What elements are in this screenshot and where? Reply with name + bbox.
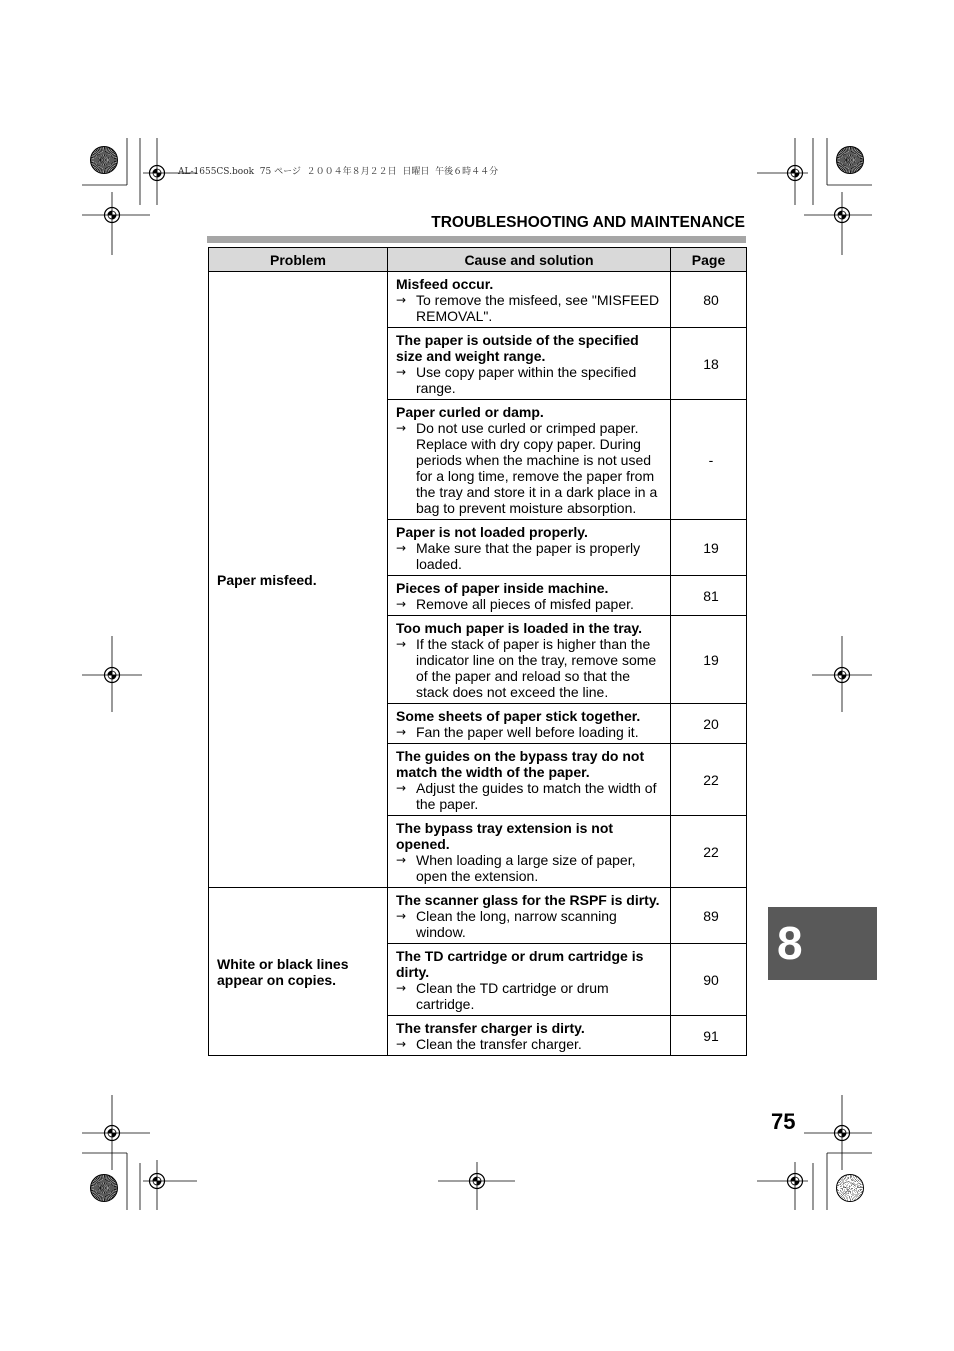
arrow-icon: → [396, 725, 407, 739]
page-reference: 81 [671, 576, 747, 616]
column-header-cause: Cause and solution [388, 248, 671, 272]
cause-title: Paper is not loaded properly. [396, 524, 588, 540]
cause-title: Pieces of paper inside machine. [396, 580, 609, 596]
registration-mark [143, 1160, 197, 1210]
page-reference: 20 [671, 704, 747, 744]
page-reference: 90 [671, 944, 747, 1016]
arrow-icon: → [396, 365, 407, 379]
page-reference: 89 [671, 888, 747, 944]
cause-title: The paper is outside of the specified size and weight range. [396, 332, 639, 364]
cause-solution-cell [388, 576, 671, 616]
cause-title: The scanner glass for the RSPF is dirty. [396, 892, 660, 908]
page-reference: 19 [671, 520, 747, 576]
registration-mark [82, 636, 142, 712]
table-row [209, 272, 747, 328]
registration-mark [757, 1162, 808, 1210]
page-number: 75 [771, 1109, 796, 1134]
title-rule [207, 236, 746, 243]
troubleshooting-table [208, 247, 747, 1056]
registration-sunburst-icon [90, 1174, 118, 1202]
registration-sunburst-icon [836, 146, 864, 174]
cause-solution-cell [388, 520, 671, 576]
solution-text: When loading a large size of paper, open the extension. [416, 852, 636, 884]
solution [396, 364, 667, 396]
cause-solution-cell [388, 328, 671, 400]
solution-text: To remove the misfeed, see "MISFEED REMOVAL". [416, 292, 660, 324]
solution-text: Adjust the guides to match the width of the paper. [416, 780, 657, 812]
cause-solution-cell [388, 704, 671, 744]
arrow-icon: → [396, 597, 407, 611]
arrow-icon: → [396, 637, 407, 651]
print-slug: AL-1655CS.book 75 ページ ２００４年８月２２日 日曜日 午後６時４４分 [178, 167, 499, 177]
cause-solution-cell [388, 616, 671, 704]
chapter-tab: 8 [768, 907, 877, 980]
section-title: TROUBLESHOOTING AND MAINTENANCE [431, 214, 745, 231]
solution-text: Clean the long, narrow scanning window. [416, 908, 617, 940]
cause-solution-cell [388, 1016, 671, 1056]
registration-mark [438, 1162, 515, 1210]
page-reference: - [671, 400, 747, 520]
cause-solution-cell [388, 272, 671, 328]
solution [396, 636, 667, 700]
solution [396, 540, 667, 572]
page-reference: 80 [671, 272, 747, 328]
solution [396, 980, 667, 1012]
page-reference: 22 [671, 744, 747, 816]
solution [396, 724, 667, 740]
problem-cell: Paper misfeed. [209, 272, 388, 888]
registration-mark [757, 138, 808, 205]
arrow-icon: → [396, 293, 407, 307]
column-header-problem: Problem [209, 248, 388, 272]
solution [396, 292, 667, 324]
cause-solution-cell [388, 944, 671, 1016]
solution-text: Clean the TD cartridge or drum cartridge. [416, 980, 609, 1012]
solution [396, 852, 667, 884]
cause-title: The TD cartridge or drum cartridge is dirty. [396, 948, 644, 980]
arrow-icon: → [396, 1037, 407, 1051]
cause-title: The transfer charger is dirty. [396, 1020, 585, 1036]
cause-solution-cell [388, 744, 671, 816]
arrow-icon: → [396, 853, 407, 867]
solution-text: Make sure that the paper is properly loaded. [416, 540, 641, 572]
solution-text: If the stack of paper is higher than the indicator line on the tray, remove some of the paper and reload so that the stack does not exceed the line. [416, 636, 657, 700]
page-reference: 19 [671, 616, 747, 704]
registration-mark [82, 192, 150, 255]
registration-sunburst-icon [836, 1174, 864, 1202]
solution-text: Fan the paper well before loading it. [416, 724, 639, 740]
registration-mark [804, 192, 872, 255]
registration-sunburst-icon [90, 146, 118, 174]
cause-title: Too much paper is loaded in the tray. [396, 620, 643, 636]
solution-text: Use copy paper within the specified range. [416, 364, 637, 396]
cause-solution-cell [388, 400, 671, 520]
arrow-icon: → [396, 541, 407, 555]
cause-solution-cell [388, 888, 671, 944]
table-header-row [209, 248, 747, 272]
solution [396, 908, 667, 940]
solution-text: Clean the transfer charger. [416, 1036, 582, 1052]
cause-title: Misfeed occur. [396, 276, 494, 292]
solution [396, 596, 667, 612]
arrow-icon: → [396, 421, 407, 435]
solution-text: Do not use curled or crimped paper. Replace with dry copy paper. During periods when the machine is not used for a long time, remove the paper from the tray and store it in a dark place in a bag to prevent moisture absorption. [416, 420, 658, 516]
registration-mark [812, 636, 872, 712]
cause-title: The bypass tray extension is not opened. [396, 820, 614, 852]
cause-solution-cell [388, 816, 671, 888]
solution-text: Remove all pieces of misfed paper. [416, 596, 634, 612]
cause-title: Paper curled or damp. [396, 404, 544, 420]
page-reference: 18 [671, 328, 747, 400]
cause-title: Some sheets of paper stick together. [396, 708, 641, 724]
arrow-icon: → [396, 909, 407, 923]
arrow-icon: → [396, 781, 407, 795]
page-reference: 22 [671, 816, 747, 888]
solution [396, 780, 667, 812]
problem-cell: White or black lines appear on copies. [209, 888, 388, 1056]
registration-mark [804, 1095, 872, 1170]
arrow-icon: → [396, 981, 407, 995]
solution [396, 1036, 667, 1052]
table-row [209, 888, 747, 944]
cause-title: The guides on the bypass tray do not match the width of the paper. [396, 748, 645, 780]
column-header-page: Page [671, 248, 747, 272]
registration-mark [82, 1095, 150, 1170]
solution [396, 420, 667, 516]
page-reference: 91 [671, 1016, 747, 1056]
